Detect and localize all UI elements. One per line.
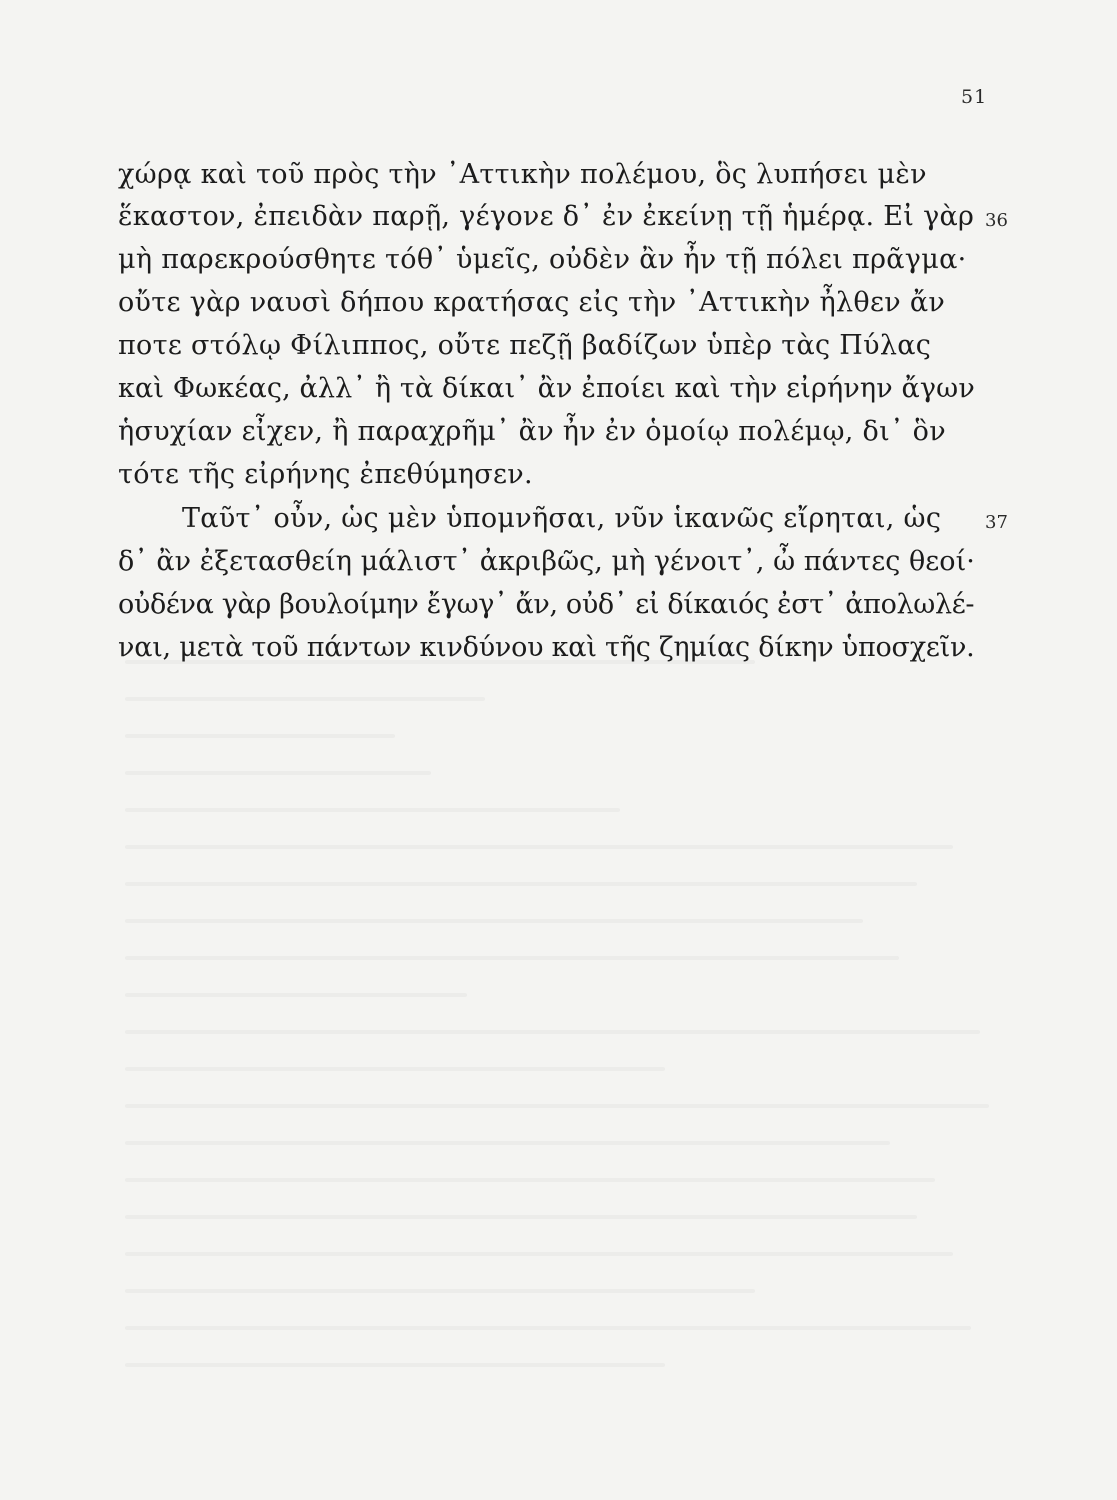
section-number-37: 37 xyxy=(985,512,1008,533)
page-number: 51 xyxy=(961,86,988,108)
text-line-3: μὴ παρεκρούσθητε τόθ᾿ ὑμεῖς, οὐδὲν ἂν ἦν τῇ πόλει πρᾶγμα· xyxy=(118,244,967,275)
text-line-5: ποτε στόλῳ Φίλιππος, οὔτε πεζῇ βαδίζων ὑπὲρ τὰς Πύλας xyxy=(118,330,932,361)
bleed-through-traces xyxy=(125,660,1025,1460)
text-line-8: τότε τῆς εἰρήνης ἐπεθύμησεν. xyxy=(118,459,533,490)
text-line-12: ναι, μετὰ τοῦ πάντων κινδύνου καὶ τῆς ζημίας δίκην ὑποσχεῖν. xyxy=(118,632,975,663)
text-line-2: ἕκαστον, ἐπειδὰν παρῇ, γέγονε δ᾿ ἐν ἐκείνῃ τῇ ἡμέρᾳ. Εἰ γὰρ xyxy=(118,201,975,232)
text-line-10: δ᾿ ἂν ἐξετασθείη μάλιστ᾿ ἀκριβῶς, μὴ γένοιτ᾿, ὦ πάντες θεοί· xyxy=(118,546,975,577)
text-line-4: οὔτε γὰρ ναυσὶ δήπου κρατήσας εἰς τὴν ᾿Αττικὴν ἦλθεν ἄν xyxy=(118,287,946,318)
text-line-9: Ταῦτ᾿ οὖν, ὡς μὲν ὑπομνῆσαι, νῦν ἱκανῶς εἴρηται, ὡς xyxy=(182,503,942,534)
text-line-1: χώρᾳ καὶ τοῦ πρὸς τὴν ᾿Αττικὴν πολέμου, ὃς λυπήσει μὲν xyxy=(118,159,927,190)
text-line-7: ἡσυχίαν εἶχεν, ἢ παραχρῆμ᾿ ἂν ἦν ἐν ὁμοίῳ πολέμῳ, δι᾿ ὃν xyxy=(118,416,946,447)
section-number-36: 36 xyxy=(985,210,1008,231)
text-line-6: καὶ Φωκέας, ἀλλ᾿ ἢ τὰ δίκαι᾿ ἂν ἐποίει καὶ τὴν εἰρήνην ἄγων xyxy=(118,373,975,404)
text-line-11: οὐδένα γὰρ βουλοίμην ἔγωγ᾿ ἄν, οὐδ᾿ εἰ δίκαιός ἐστ᾿ ἀπολωλέ- xyxy=(118,589,975,620)
